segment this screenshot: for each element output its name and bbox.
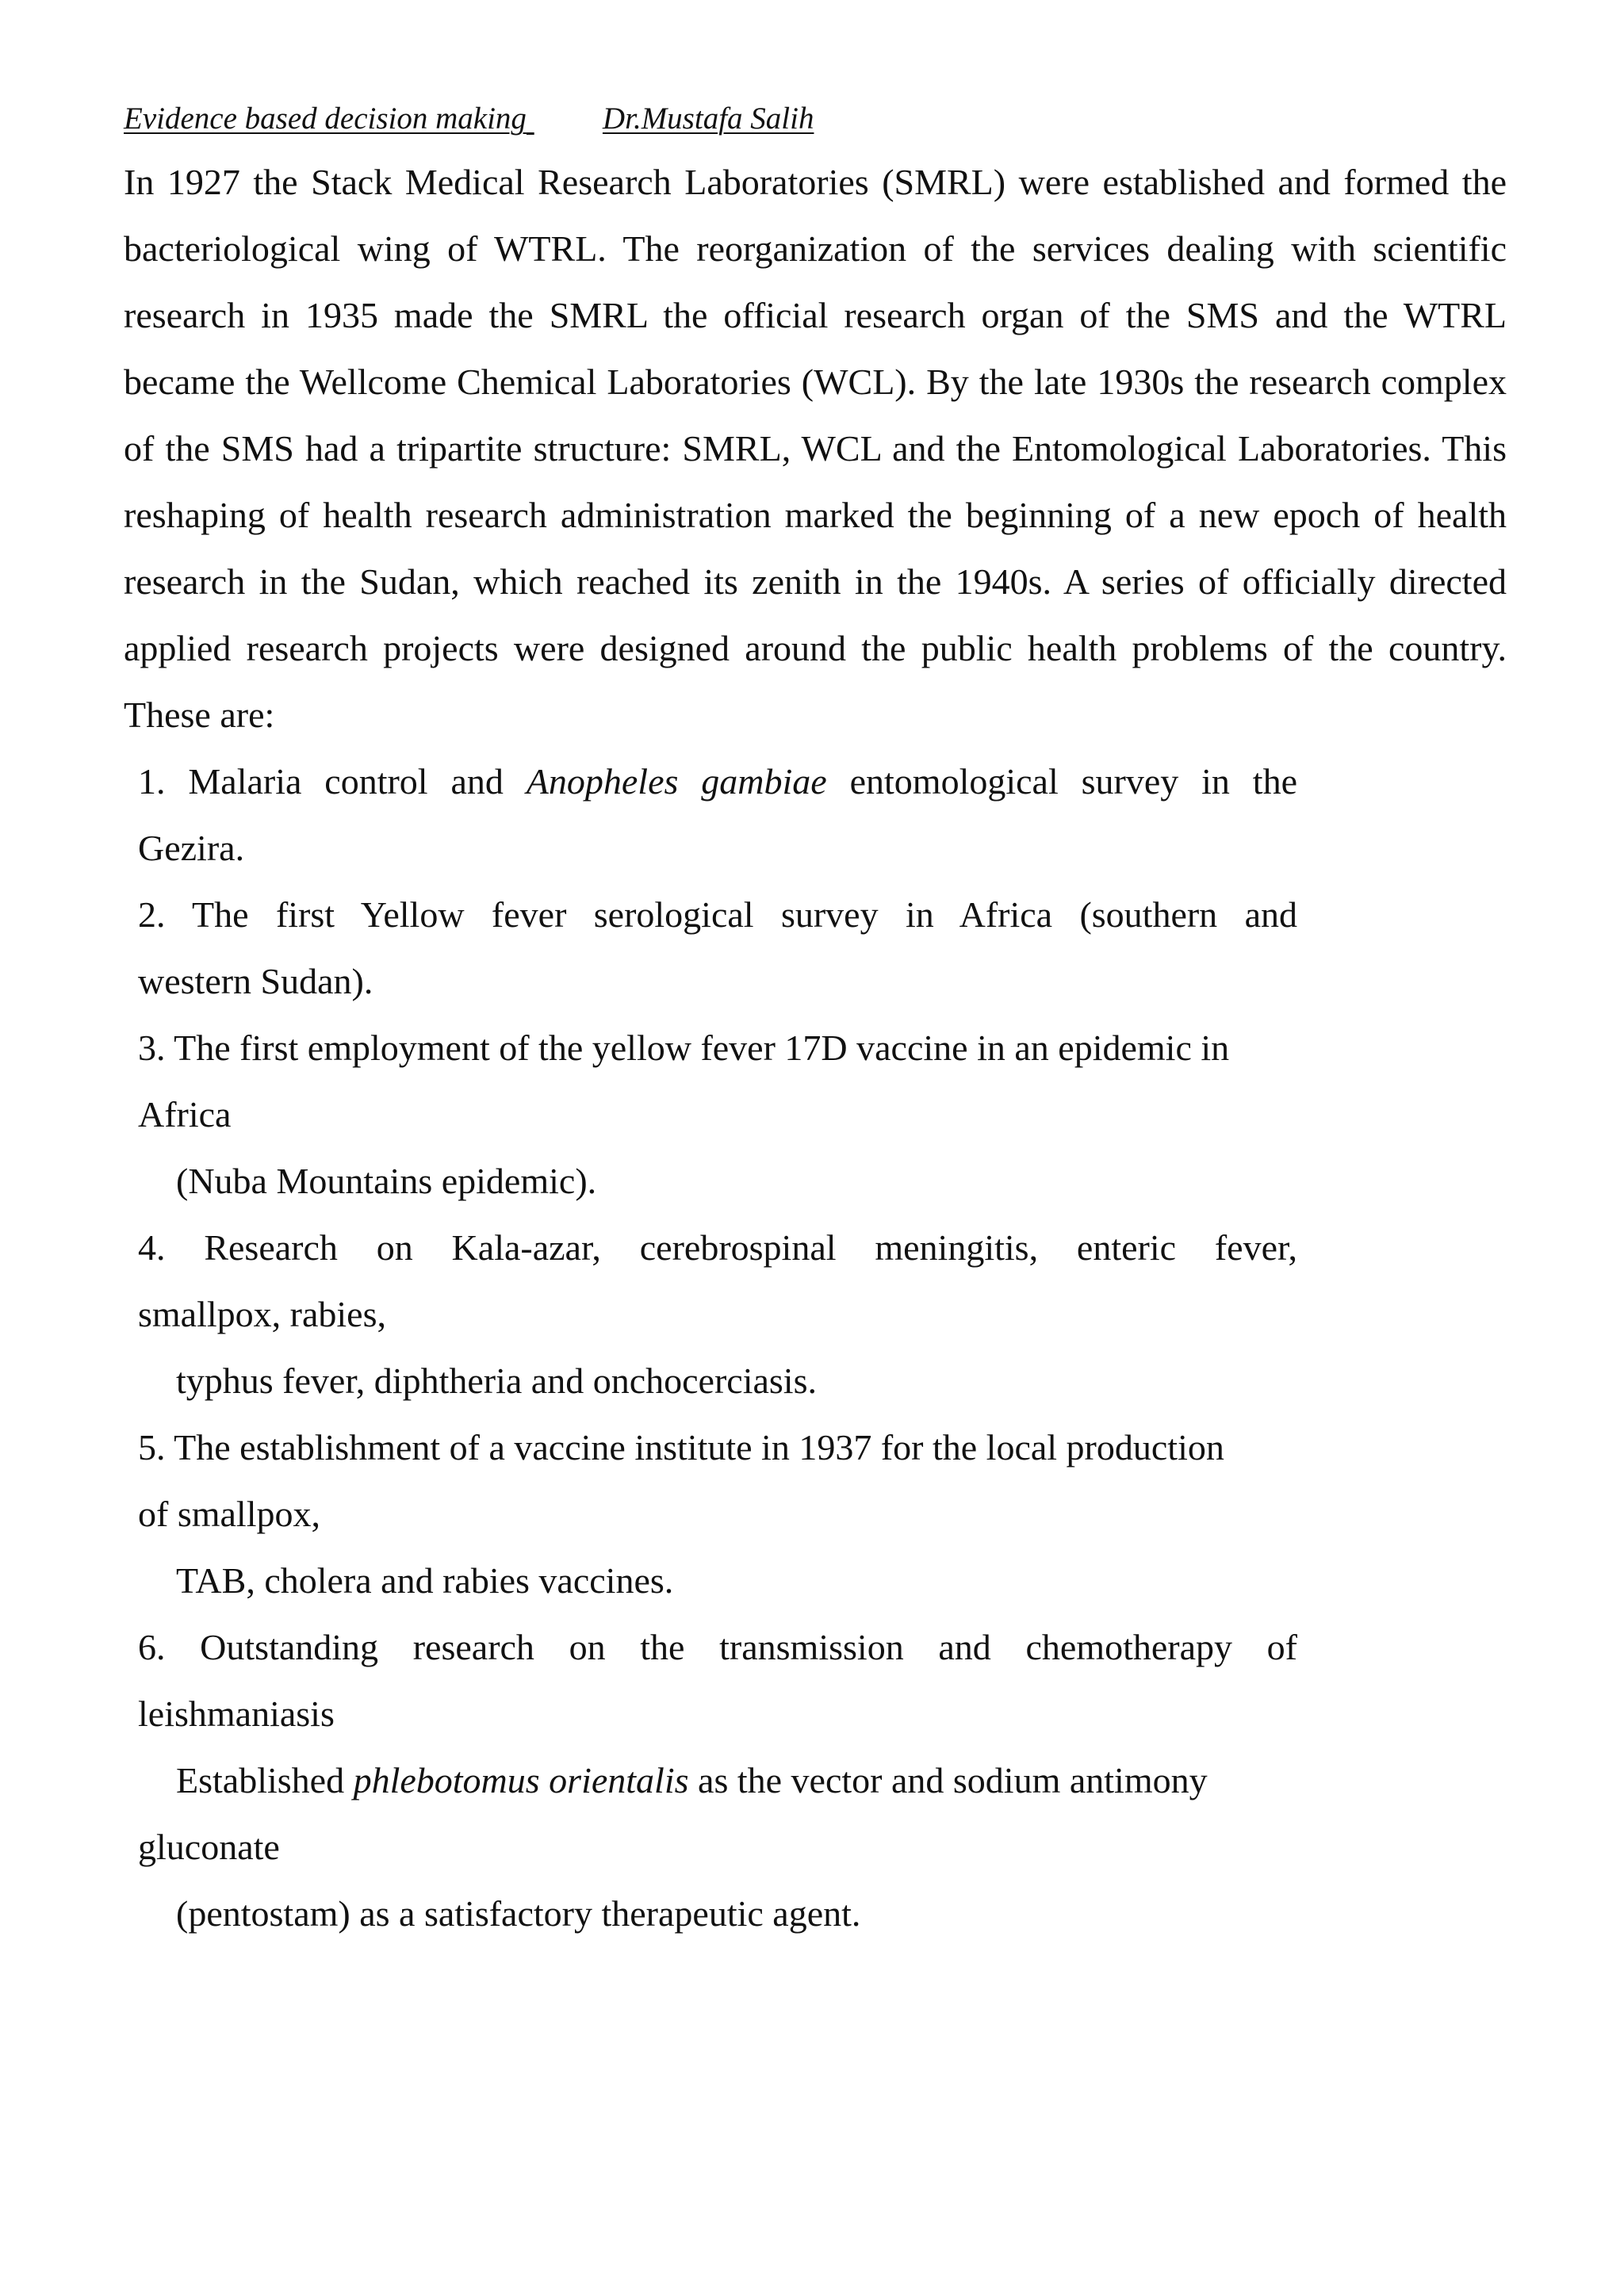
list-item-continuation: TAB, cholera and rabies vaccines. [176, 1560, 674, 1601]
list-item [138, 1414, 1297, 1614]
list-item [138, 1215, 1297, 1414]
list-item-line: gluconate [138, 1827, 280, 1867]
species-name: Anopheles gambiae [526, 761, 827, 802]
list-item-line: 4. Research on Kala-azar, cerebrospinal meningitis, enteric fever, [138, 1227, 1297, 1268]
body-paragraph: In 1927 the Stack Medical Research Laboratories (SMRL) were established and formed the bacteriological wing of WTRL. The reorganization of the services dealing with scientific research in 1935 made the SMRL the official research organ of the SMS and the WTRL became the Wellcome Chemical Laboratories (WCL). By the late 1930s the research complex of the SMS had a tripartite structure: SMRL, WCL and the Entomological Laboratories. This reshaping of health research administration marked the beginning of a new epoch of health research in the Sudan, which reached its zenith in the 1940s. A series of officially directed applied research projects were designed around the public health problems of the country. These are: [124, 162, 1507, 735]
list-item-text: entomological survey in the [826, 761, 1297, 802]
header-course-title: Evidence based decision making [124, 101, 527, 136]
list-item-line: of smallpox, [138, 1494, 320, 1534]
list-item [138, 1015, 1297, 1215]
list-item-text: as the vector and sodium antimony [688, 1760, 1208, 1800]
list-item-continuation: typhus fever, diphtheria and onchocerciasis. [176, 1360, 817, 1401]
running-header [124, 94, 814, 144]
header-author: Dr.Mustafa Salih [602, 101, 814, 136]
list-item-continuation [138, 1747, 1297, 1814]
list-item-line: 3. The first employment of the yellow fever 17D vaccine in an epidemic in [138, 1027, 1230, 1068]
list-item-continuation: (Nuba Mountains epidemic). [176, 1161, 597, 1201]
list-item-line [138, 748, 1297, 815]
list-item-line: 2. The first Yellow fever serological survey in Africa (southern and [138, 894, 1297, 935]
list-item [138, 748, 1297, 882]
research-projects-list [138, 748, 1297, 1947]
list-item-line: Gezira. [138, 828, 245, 868]
list-item-line: 5. The establishment of a vaccine institute in 1937 for the local production [138, 1427, 1224, 1468]
list-item [138, 1614, 1297, 1947]
list-item [138, 882, 1297, 1015]
list-item-line: smallpox, rabies, [138, 1294, 386, 1334]
list-item-line: leishmaniasis [138, 1693, 335, 1734]
list-item-text: Established [176, 1760, 354, 1800]
list-item-line: Africa [138, 1094, 232, 1135]
species-name: phlebotomus orientalis [353, 1760, 689, 1800]
list-item-line: western Sudan). [138, 961, 373, 1001]
list-item-line: 6. Outstanding research on the transmission and chemotherapy of [138, 1627, 1297, 1667]
list-item-continuation: (pentostam) as a satisfactory therapeutic agent. [176, 1893, 861, 1934]
list-item-text: 1. Malaria control and [138, 761, 527, 802]
header-gap [527, 94, 603, 144]
